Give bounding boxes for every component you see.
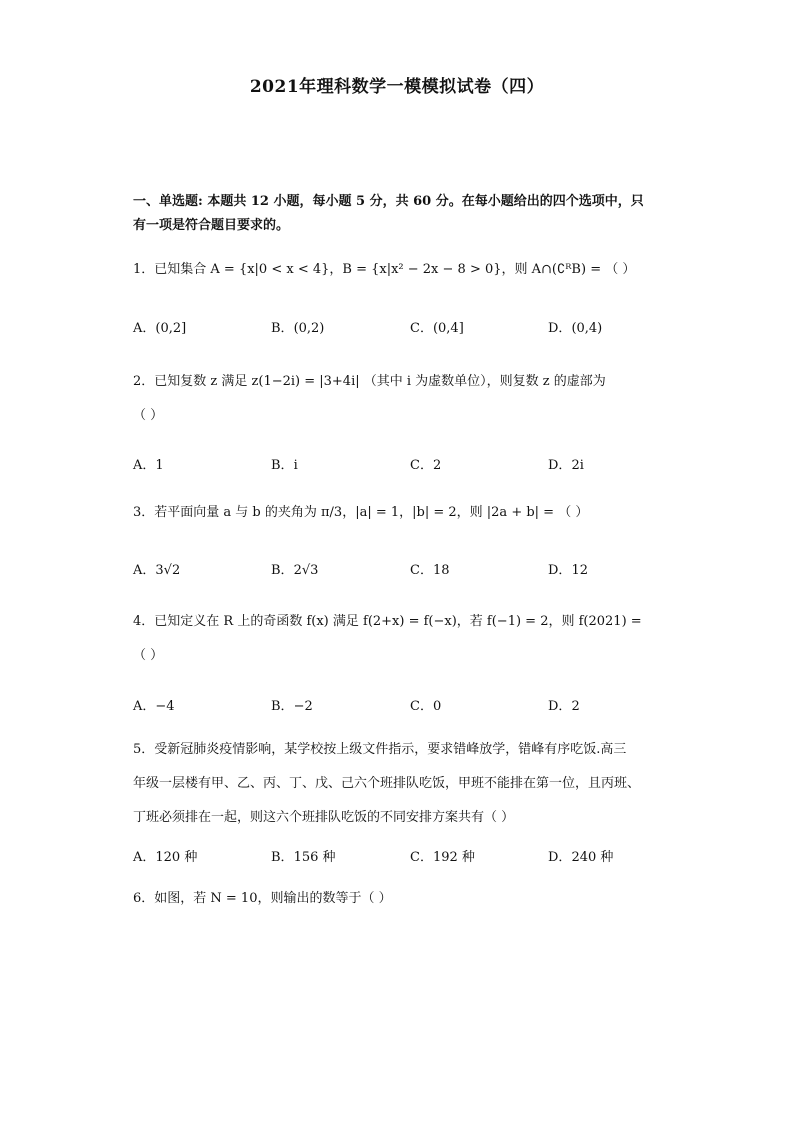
option-text: 2√3 xyxy=(293,563,319,578)
option-text: 156 种 xyxy=(293,850,336,865)
question-1-line-1: 1．已知集合 A = {x|0 < x < 4}，B = {x|x² − 2x − 8 > 0}，则 A∩(∁ᴿB) = （ ） xyxy=(133,262,636,277)
option-label: A． xyxy=(133,321,156,336)
question-2-line-1: 2．已知复数 z 满足 z(1−2i) = |3+4i| （其中 i 为虚数单位），则复数 z 的虚部为 xyxy=(133,374,606,389)
option-label: D． xyxy=(548,458,572,473)
option-text: (0,4) xyxy=(571,321,603,336)
option-text: (0,4] xyxy=(432,321,464,336)
option-a xyxy=(133,317,186,336)
option-label: D． xyxy=(548,699,572,714)
question-5-line-3: 丁班必须排在一起，则这六个班排队吃饭的不同安排方案共有（ ） xyxy=(133,810,515,825)
question-6 xyxy=(133,882,673,916)
question-5 xyxy=(133,733,673,835)
option-label: B． xyxy=(271,458,294,473)
option-c xyxy=(410,317,464,336)
option-c xyxy=(410,559,450,578)
option-label: C． xyxy=(410,699,433,714)
question-4 xyxy=(133,605,673,673)
option-label: D． xyxy=(548,321,572,336)
option-d xyxy=(548,454,584,473)
option-b xyxy=(271,317,324,336)
option-text: 120 种 xyxy=(155,850,198,865)
question-4-line-2: （ ） xyxy=(133,648,164,663)
option-d xyxy=(548,695,580,714)
option-text: 12 xyxy=(571,563,588,578)
option-d xyxy=(548,846,613,865)
question-4-options xyxy=(133,695,673,715)
question-5-line-2: 年级一层楼有甲、乙、丙、丁、戊、己六个班排队吃饭，甲班不能排在第一位，且丙班、 xyxy=(133,776,641,791)
page-title: 2021年理科数学一模模拟试卷（四） xyxy=(249,77,545,97)
question-1-options xyxy=(133,317,673,337)
option-a xyxy=(133,454,164,473)
option-label: A． xyxy=(133,699,156,714)
option-d xyxy=(548,317,602,336)
option-label: A． xyxy=(133,563,156,578)
option-label: B． xyxy=(271,321,294,336)
question-3-options xyxy=(133,559,673,579)
option-text: 2 xyxy=(571,699,580,714)
question-5-line-1: 5．受新冠肺炎疫情影响，某学校按上级文件指示，要求错峰放学，错峰有序吃饭.高三 xyxy=(133,742,627,757)
option-text: −4 xyxy=(155,699,175,714)
question-4-line-1: 4．已知定义在 R 上的奇函数 f(x) 满足 f(2+x) = f(−x)，若 f(−1) = 2，则 f(2021) = xyxy=(133,614,642,629)
option-b xyxy=(271,559,318,578)
option-text: 1 xyxy=(155,458,164,473)
option-b xyxy=(271,695,313,714)
question-2 xyxy=(133,365,673,433)
option-text: −2 xyxy=(293,699,313,714)
question-6-line-1: 6．如图，若 N = 10，则输出的数等于（ ） xyxy=(133,891,392,906)
section-heading-line-1: 一、单选题: 本题共 12 小题，每小题 5 分，共 60 分。在每小题给出的四个选项中，只 xyxy=(133,194,644,209)
option-label: B． xyxy=(271,563,294,578)
section-heading-line-2: 有一项是符合题目要求的。 xyxy=(133,218,290,233)
option-label: B． xyxy=(271,699,294,714)
option-label: A． xyxy=(133,850,156,865)
option-text: 2i xyxy=(571,458,584,473)
option-label: C． xyxy=(410,850,433,865)
option-text: i xyxy=(293,458,298,473)
option-text: (0,2) xyxy=(293,321,325,336)
question-2-line-2: （ ） xyxy=(133,408,164,423)
option-d xyxy=(548,559,588,578)
option-a xyxy=(133,846,197,865)
option-text: 0 xyxy=(432,699,442,714)
option-text: 240 种 xyxy=(571,850,614,865)
option-a xyxy=(133,559,180,578)
option-b xyxy=(271,454,298,473)
question-3-line-1: 3．若平面向量 a 与 b 的夹角为 π/3，|a| = 1，|b| = 2，则 |2a + b| = （ ） xyxy=(133,505,589,520)
option-a xyxy=(133,695,175,714)
option-text: 3√2 xyxy=(155,563,181,578)
question-1 xyxy=(133,253,673,287)
question-3 xyxy=(133,496,673,530)
question-2-options xyxy=(133,454,673,474)
option-label: B． xyxy=(271,850,294,865)
question-5-options xyxy=(133,846,673,866)
option-text: 18 xyxy=(432,563,450,578)
option-c xyxy=(410,454,441,473)
option-text: 192 种 xyxy=(432,850,475,865)
section-heading xyxy=(133,190,663,238)
option-b xyxy=(271,846,336,865)
option-c xyxy=(410,695,441,714)
option-label: C． xyxy=(410,458,433,473)
option-text: (0,2] xyxy=(155,321,187,336)
option-label: C． xyxy=(410,321,433,336)
option-c xyxy=(410,846,475,865)
option-label: A． xyxy=(133,458,156,473)
option-text: 2 xyxy=(432,458,442,473)
option-label: D． xyxy=(548,850,572,865)
option-label: D． xyxy=(548,563,572,578)
option-label: C． xyxy=(410,563,433,578)
